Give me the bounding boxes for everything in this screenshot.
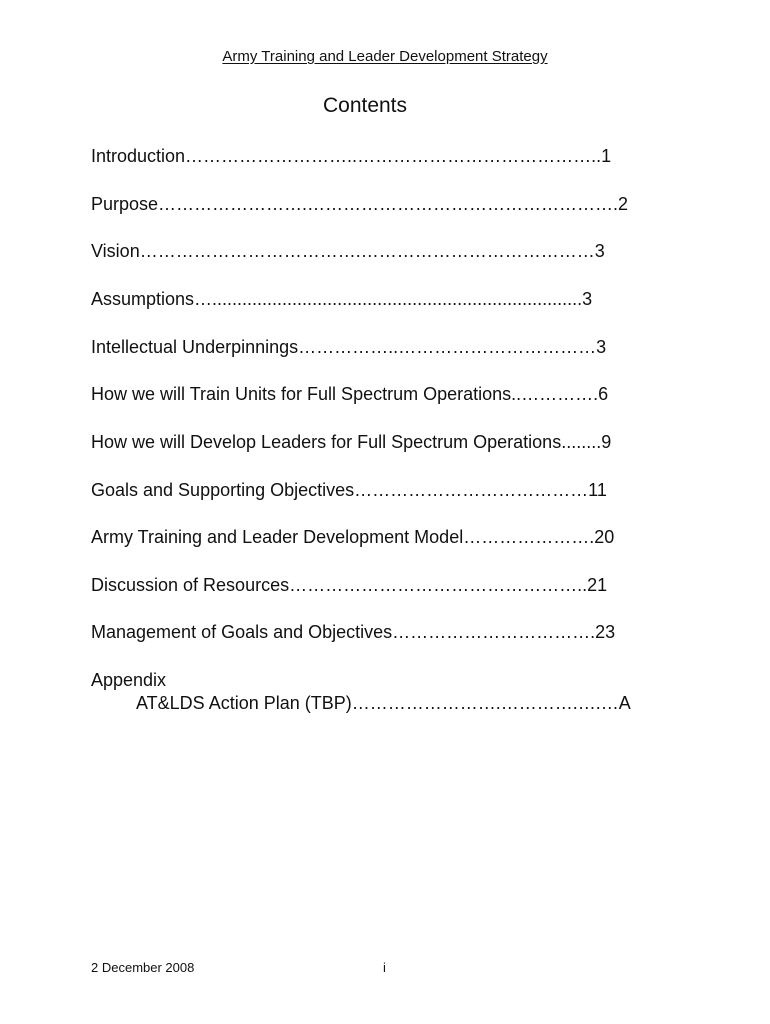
- toc-entry-training-model: Army Training and Leader Development Model………………….20: [91, 527, 615, 547]
- toc-entry-train-units: How we will Train Units for Full Spectrum Operations..………….6: [91, 384, 609, 404]
- toc-entry-purpose: Purpose…………………….…………………………………………….2: [91, 194, 629, 214]
- toc-entry-resources: Discussion of Resources…………………………………………..21: [91, 575, 608, 595]
- toc-entry-goals-objectives: Goals and Supporting Objectives…………………………………11: [91, 480, 607, 500]
- toc-entry-introduction: Introduction………………………..…………………………………..1: [91, 146, 612, 166]
- contents-heading: Contents: [322, 94, 408, 117]
- toc-entry-action-plan: AT&LDS Action Plan (TBP)…………………….………….….…A: [136, 693, 631, 713]
- toc-entry-appendix: Appendix: [91, 670, 167, 690]
- footer-date: 2 December 2008: [91, 960, 195, 975]
- toc-entry-vision: Vision……………………………….…………………………………3: [91, 241, 605, 261]
- document-header-title: Army Training and Leader Development Strategy: [222, 48, 548, 65]
- toc-entry-assumptions: Assumptions…..........................................................................3: [91, 289, 593, 309]
- footer-page-number: i: [383, 960, 386, 975]
- toc-entry-intellectual-underpinnings: Intellectual Underpinnings……………..……………………………3: [91, 337, 607, 357]
- toc-entry-management: Management of Goals and Objectives…………………………….23: [91, 622, 616, 642]
- toc-entry-develop-leaders: How we will Develop Leaders for Full Spectrum Operations........9: [91, 432, 612, 452]
